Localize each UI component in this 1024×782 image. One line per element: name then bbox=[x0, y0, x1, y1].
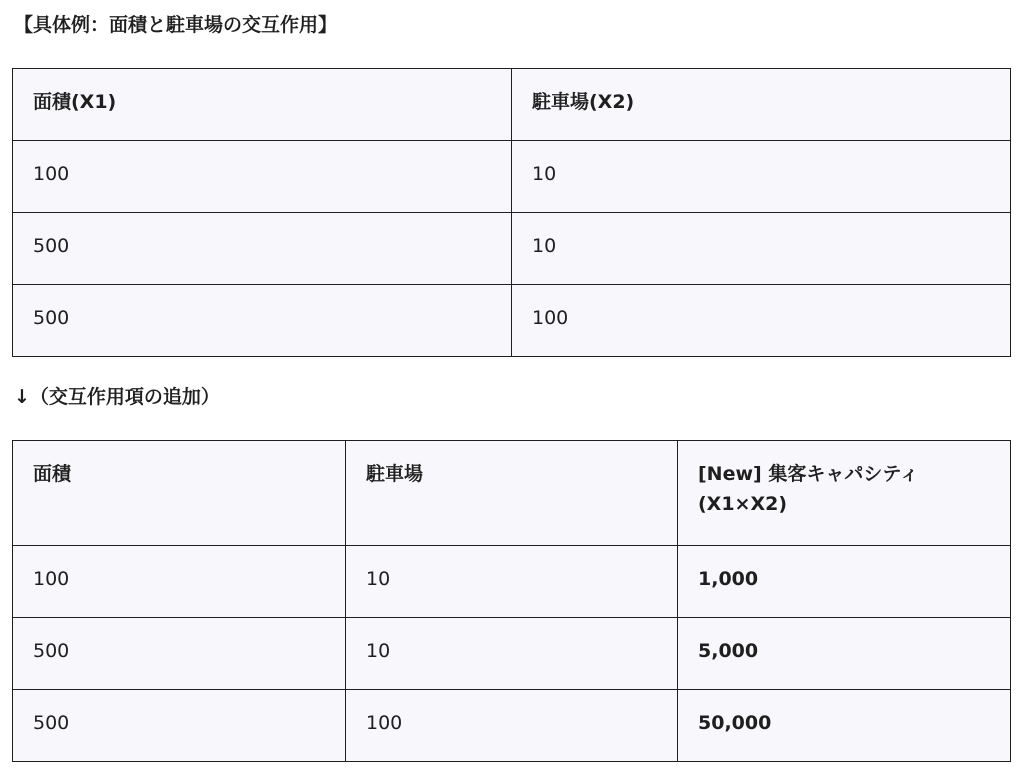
cell-area: 500 bbox=[13, 285, 512, 357]
cell-parking: 10 bbox=[512, 213, 1011, 285]
header-area: 面積 bbox=[13, 441, 346, 546]
interaction-example-table bbox=[12, 68, 1011, 357]
table-row bbox=[13, 618, 1011, 690]
cell-parking: 100 bbox=[512, 285, 1011, 357]
header-parking-x2: 駐車場(X2) bbox=[512, 69, 1011, 141]
table-row bbox=[13, 546, 1011, 618]
cell-area: 100 bbox=[13, 141, 512, 213]
header-parking: 駐車場 bbox=[346, 441, 678, 546]
table-row bbox=[13, 213, 1011, 285]
cell-capacity: 1,000 bbox=[678, 546, 1011, 618]
table-row bbox=[13, 141, 1011, 213]
table-header-row bbox=[13, 69, 1011, 141]
section-title-example: 【具体例：面積と駐車場の交互作用】 bbox=[14, 14, 338, 36]
cell-area: 500 bbox=[13, 690, 346, 762]
header-capacity-formula: (X1×X2) bbox=[698, 493, 788, 515]
header-capacity-label: [New] 集客キャパシティ bbox=[698, 463, 919, 485]
table-header-row bbox=[13, 441, 1011, 546]
cell-parking: 10 bbox=[346, 546, 678, 618]
table-row bbox=[13, 285, 1011, 357]
cell-capacity: 5,000 bbox=[678, 618, 1011, 690]
cell-area: 500 bbox=[13, 618, 346, 690]
interaction-term-table bbox=[12, 440, 1011, 762]
cell-parking: 100 bbox=[346, 690, 678, 762]
header-capacity bbox=[678, 441, 1011, 546]
cell-area: 500 bbox=[13, 213, 512, 285]
cell-parking: 10 bbox=[512, 141, 1011, 213]
section-title-interaction-term: ↓（交互作用項の追加） bbox=[14, 386, 220, 408]
cell-parking: 10 bbox=[346, 618, 678, 690]
cell-area: 100 bbox=[13, 546, 346, 618]
cell-capacity: 50,000 bbox=[678, 690, 1011, 762]
header-area-x1: 面積(X1) bbox=[13, 69, 512, 141]
table-row bbox=[13, 690, 1011, 762]
